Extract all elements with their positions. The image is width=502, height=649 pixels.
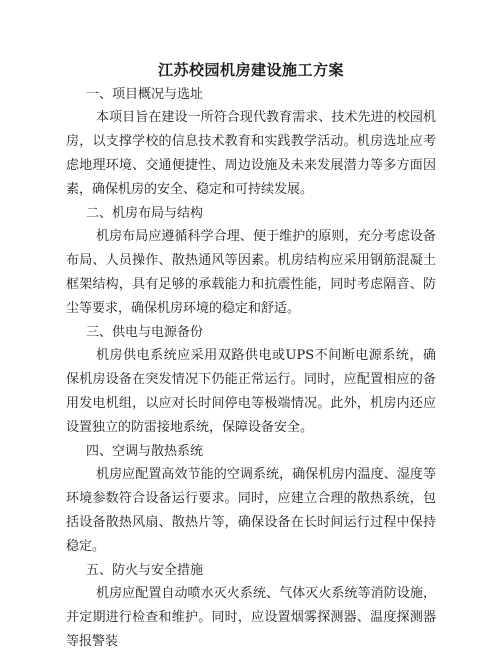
document-body (66, 83, 436, 649)
section-paragraph: 机房应配置高效节能的空调系统，确保机房内温度、湿度等环境参数符合设备运行要求。同时，应建立合理的散热系统，包括设备散热风扇、散热片等，确保设备在长时间运行过程中保持稳定。 (66, 467, 436, 554)
section-layout-structure (66, 202, 436, 321)
section-paragraph: 本项目旨在建设一所符合现代教育需求、技术先进的校园机房，以支撑学校的信息技术教育和实践教学活动。机房选址应考虑地理环境、交通便捷性、周边设施及未来发展潜力等多方面因素，确保机房的安全、稳定和可持续发展。 (66, 110, 436, 197)
section-heading: 五、防火与安全措施 (86, 563, 204, 578)
section-paragraph: 机房供电系统应采用双路供电或UPS不间断电源系统，确保机房设备在突发情况下仍能正常运行。同时，应配置相应的备用发电机组，以应对长时间停电等极端情况。此外，机房内还应设置独立的防雷接地系统，保障设备安全。 (66, 348, 436, 435)
section-heading: 二、机房布局与结构 (86, 206, 204, 221)
section-paragraph: 机房应配置自动喷水灭火系统、气体灭火系统等消防设施，并定期进行检查和维护。同时，应设置烟雾探测器、温度探测器等报警装 (66, 586, 436, 649)
section-heading: 四、空调与散热系统 (86, 444, 204, 459)
section-project-overview (66, 83, 436, 202)
section-power-supply (66, 321, 436, 440)
document-title: 江苏校园机房建设施工方案 (157, 61, 344, 79)
section-heading: 三、供电与电源备份 (86, 325, 204, 340)
section-fire-safety (66, 559, 436, 649)
section-paragraph: 机房布局应遵循科学合理、便于维护的原则，充分考虑设备布局、人员操作、散热通风等因素。机房结构应采用钢筋混凝土框架结构，具有足够的承载能力和抗震性能，同时考虑隔音、防尘等要求，确保机房环境的稳定和舒适。 (66, 229, 436, 316)
section-heading: 一、项目概况与选址 (86, 87, 204, 102)
section-air-conditioning (66, 440, 436, 559)
